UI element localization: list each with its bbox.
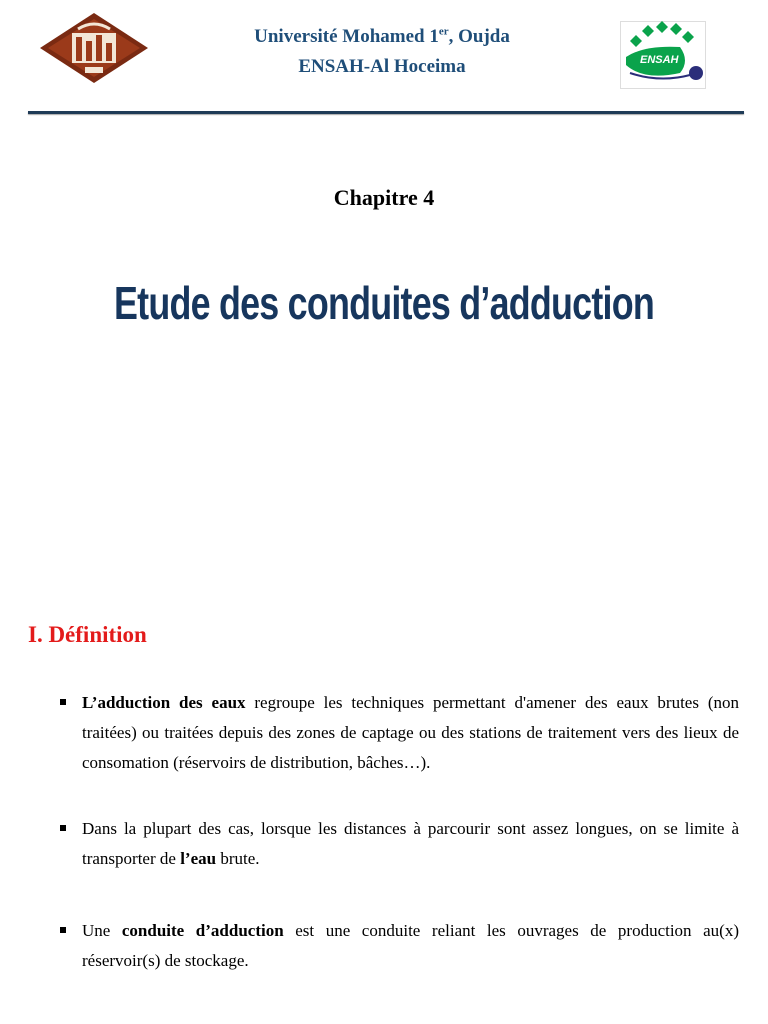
- bullet-marker-icon: [60, 825, 66, 831]
- page-title: Etude des conduites d’adduction: [114, 277, 654, 329]
- ensah-logo-text: ENSAH: [640, 54, 679, 66]
- header-divider: [28, 111, 744, 114]
- chapter-label: Chapitre 4: [333, 185, 435, 210]
- university-logo: [38, 11, 150, 85]
- list-item-text: Une conduite d’adduction est une conduite reliant les ouvrages de production au(x) réservoir(s) de stockage.: [82, 921, 739, 970]
- ensah-logo: [620, 21, 706, 89]
- header-institution: [180, 22, 584, 82]
- bullet-marker-icon: [60, 927, 66, 933]
- list-item: [60, 916, 739, 976]
- list-item-text: L’adduction des eaux regroupe les techniques permettant d'amener des eaux brutes (non traitées) ou traitées depuis des zones de captage ou des stations de traitement vers des lieux de consomation (réservoirs de distribution, bâches…).: [82, 693, 739, 772]
- list-item: [60, 814, 739, 874]
- list-item: [60, 688, 739, 778]
- bullet-marker-icon: [60, 699, 66, 705]
- list-item-text: Dans la plupart des cas, lorsque les distances à parcourir sont assez longues, on se limite à transporter de l’eau brute.: [82, 819, 739, 868]
- section-heading: I. Définition: [28, 622, 147, 647]
- school-name: ENSAH-Al Hoceima: [298, 56, 466, 77]
- university-name: Université Mohamed 1er, Oujda: [254, 25, 510, 47]
